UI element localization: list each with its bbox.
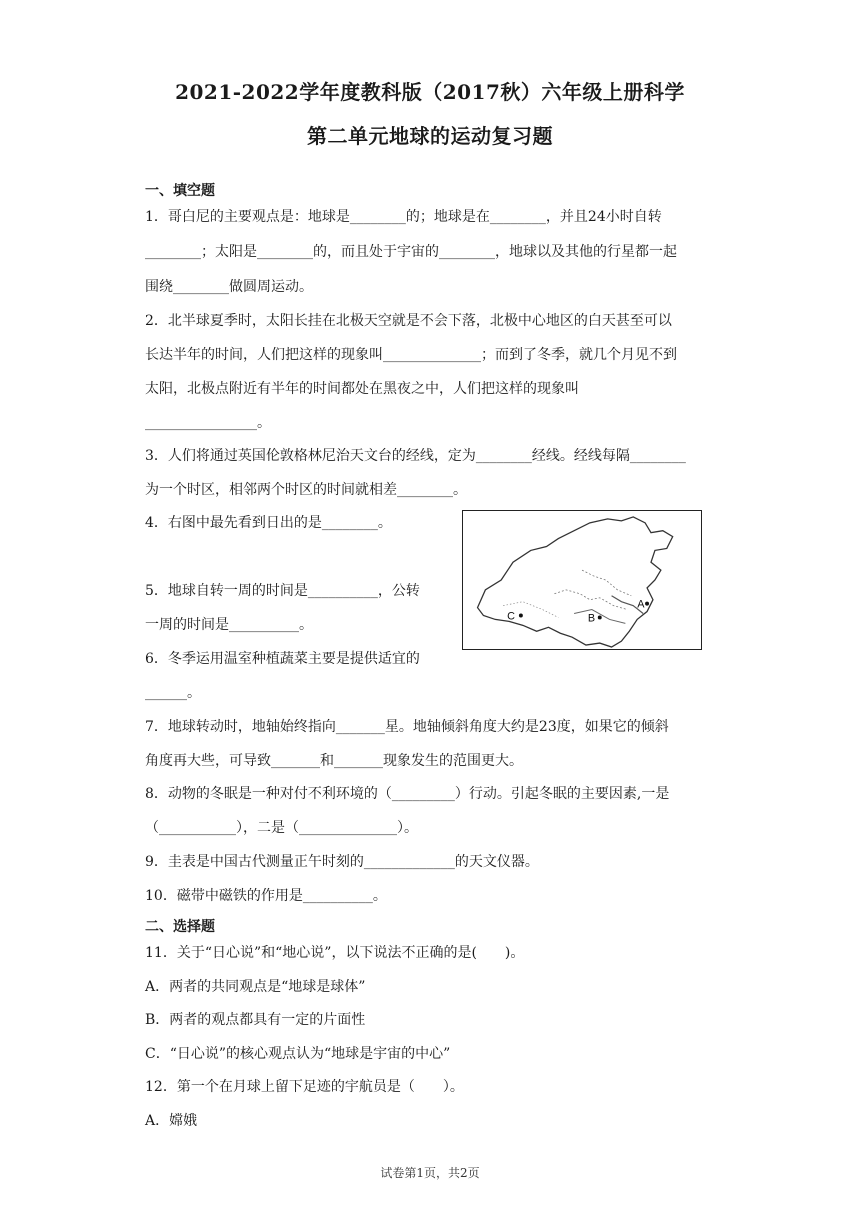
map-point-b bbox=[598, 615, 602, 619]
question-10: 10．磁带中磁铁的作用是__________。 bbox=[145, 888, 387, 904]
question-12: 12．第一个在月球上留下足迹的宇航员是（ ）。 bbox=[145, 1079, 464, 1095]
map-label-a: A bbox=[637, 598, 645, 611]
map-point-c bbox=[519, 614, 523, 618]
question-9: 9．圭表是中国古代测量正午时刻的_____________的天文仪器。 bbox=[145, 854, 539, 870]
question-5-line: 5．地球自转一周的时间是__________，公转 bbox=[145, 583, 420, 599]
question-11: 11．关于“日心说”和“地心说”，以下说法不正确的是( )。 bbox=[145, 945, 525, 961]
question-7-line: 角度再大些，可导致_______和_______现象发生的范围更大。 bbox=[145, 753, 523, 769]
question-11-option: C．“日心说”的核心观点认为“地球是宇宙的中心” bbox=[145, 1046, 451, 1062]
section-heading-choice: 二、选择题 bbox=[145, 919, 215, 935]
question-6-line: ______。 bbox=[145, 685, 201, 701]
question-8-line: （___________），二是（______________）。 bbox=[145, 820, 418, 836]
china-map-figure bbox=[462, 510, 702, 650]
question-2-line: 2．北半球夏季时，太阳长挂在北极天空就是不会下落，北极中心地区的白天甚至可以 bbox=[145, 313, 672, 329]
question-8-line: 8．动物的冬眠是一种对付不利环境的（_________）行动。引起冬眠的主要因素,一是 bbox=[145, 786, 670, 802]
exam-subtitle: 第二单元地球的运动复习题 bbox=[307, 124, 553, 148]
question-3-line: 3．人们将通过英国伦敦格林尼治天文台的经线，定为________经线。经线每隔________ bbox=[145, 448, 686, 464]
question-6-line: 6．冬季运用温室种植蔬菜主要是提供适宜的 bbox=[145, 651, 420, 667]
exam-title: 2021-2022学年度教科版（2017秋）六年级上册科学 bbox=[175, 80, 685, 104]
section-heading-fill-blank: 一、填空题 bbox=[145, 183, 215, 199]
question-3-line: 为一个时区，相邻两个时区的时间就相差________。 bbox=[145, 482, 467, 498]
question-1-line: 围绕________做圆周运动。 bbox=[145, 279, 313, 295]
question-2-line: 长达半年的时间，人们把这样的现象叫______________；而到了冬季，就几个月见不到 bbox=[145, 347, 677, 363]
question-5-line: 一周的时间是__________。 bbox=[145, 617, 313, 633]
page-footer: 试卷第1页，共2页 bbox=[380, 1166, 480, 1180]
question-2-line: ________________。 bbox=[145, 415, 271, 431]
map-point-a bbox=[645, 602, 649, 606]
question-1-line: 1．哥白尼的主要观点是：地球是________的；地球是在________，并且24小时自转 bbox=[145, 209, 662, 225]
china-map-image bbox=[463, 511, 701, 649]
question-4: 4．右图中最先看到日出的是________。 bbox=[145, 515, 392, 531]
question-1-line: ________；太阳是________的，而且处于宇宙的________，地球以及其他的行星都一起 bbox=[145, 244, 677, 260]
question-7-line: 7．地球转动时，地轴始终指向_______星。地轴倾斜角度大约是23度，如果它的倾斜 bbox=[145, 719, 669, 735]
question-2-line: 太阳，北极点附近有半年的时间都处在黑夜之中，人们把这样的现象叫 bbox=[145, 381, 579, 397]
question-12-option: A．嫦娥 bbox=[145, 1113, 198, 1129]
map-label-c: C bbox=[507, 610, 515, 623]
map-label-b: B bbox=[587, 612, 596, 625]
question-11-option: B．两者的观点都具有一定的片面性 bbox=[145, 1012, 366, 1028]
question-11-option: A．两者的共同观点是“地球是球体” bbox=[145, 979, 366, 995]
